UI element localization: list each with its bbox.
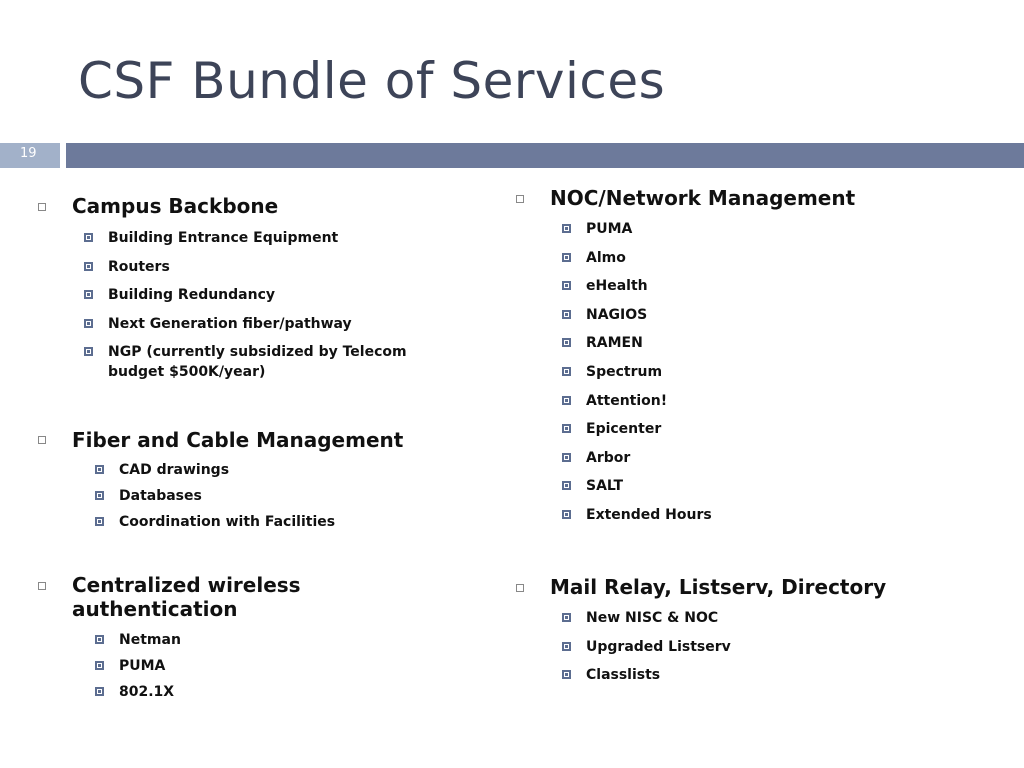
list-item-text: Routers (108, 258, 170, 275)
list-item-text: SALT (586, 478, 624, 495)
list-item (586, 276, 886, 305)
list-item-text: New NISC & NOC (586, 610, 719, 626)
list-item (586, 419, 886, 448)
square-bullet-icon (562, 338, 571, 347)
square-bullet-icon (84, 319, 93, 328)
section-heading (550, 575, 970, 599)
list-item-text: Epicenter (586, 421, 662, 438)
list-item-text: Spectrum (586, 363, 663, 380)
item-list (119, 460, 419, 538)
square-bullet-icon (95, 517, 104, 526)
list-item (119, 460, 419, 486)
square-bullet-icon (95, 465, 104, 474)
list-item (586, 248, 886, 277)
heading-bullet-icon (38, 582, 46, 590)
section-heading-text: Mail Relay, Listserv, Directory (550, 575, 887, 599)
list-item (108, 285, 428, 314)
list-item-text: Attention! (586, 392, 668, 409)
section-heading-text: Fiber and Cable Management (72, 428, 404, 452)
square-bullet-icon (84, 262, 93, 271)
list-item-text: Databases (119, 488, 202, 504)
list-item-text: Extended Hours (586, 506, 712, 523)
list-item-text: PUMA (119, 658, 166, 674)
list-item (119, 486, 419, 512)
list-item-text: Building Redundancy (108, 287, 276, 303)
list-item-text: eHealth (586, 278, 648, 295)
square-bullet-icon (562, 642, 571, 651)
list-item (586, 665, 886, 694)
square-bullet-icon (562, 281, 571, 290)
item-list (586, 608, 886, 694)
square-bullet-icon (562, 424, 571, 433)
square-bullet-icon (95, 491, 104, 500)
section-mail-relay (550, 575, 970, 599)
square-bullet-icon (84, 233, 93, 242)
section-campus-backbone (72, 194, 432, 218)
square-bullet-icon (562, 310, 571, 319)
heading-bullet-icon (38, 436, 46, 444)
square-bullet-icon (562, 224, 571, 233)
item-list (119, 630, 419, 708)
square-bullet-icon (95, 635, 104, 644)
list-item (586, 391, 886, 420)
list-item (586, 476, 886, 505)
list-item (586, 305, 886, 334)
square-bullet-icon (562, 253, 571, 262)
heading-bullet-icon (516, 584, 524, 592)
list-item (108, 342, 408, 382)
list-item (586, 448, 886, 477)
item-list (586, 219, 886, 534)
list-item (586, 608, 886, 637)
square-bullet-icon (562, 481, 571, 490)
list-item-text: Upgraded Listserv (586, 638, 731, 655)
list-item (119, 656, 419, 682)
square-bullet-icon (562, 453, 571, 462)
list-item (586, 333, 886, 362)
list-item-text: RAMEN (586, 335, 643, 352)
slide-number: 19 (20, 146, 37, 161)
section-wireless-auth (72, 573, 372, 621)
list-item-text: Classlists (586, 667, 661, 683)
list-item-text: NAGIOS (586, 306, 648, 323)
square-bullet-icon (95, 661, 104, 670)
list-item (586, 219, 886, 248)
item-list (108, 228, 428, 382)
section-fiber-cable (72, 428, 432, 452)
square-bullet-icon (562, 613, 571, 622)
list-item-text: 802.1X (119, 684, 175, 700)
square-bullet-icon (95, 687, 104, 696)
square-bullet-icon (84, 347, 93, 356)
section-heading (72, 428, 432, 452)
section-heading-text: Centralized wireless authentication (72, 573, 301, 621)
square-bullet-icon (562, 396, 571, 405)
list-item (586, 362, 886, 391)
slide-number-box (0, 143, 60, 168)
list-item-text: Next Generation fiber/pathway (108, 315, 352, 332)
list-item-text: PUMA (586, 221, 633, 237)
square-bullet-icon (562, 510, 571, 519)
list-item (119, 630, 419, 656)
list-item (108, 228, 428, 257)
list-item-text: Arbor (586, 449, 631, 466)
list-item-text: Almo (586, 249, 626, 266)
header-bar (66, 143, 1024, 168)
list-item-text: Coordination with Facilities (119, 514, 336, 530)
section-noc (550, 186, 970, 210)
list-item-text: NGP (currently subsidized by Telecom budget $500K/year) (108, 344, 407, 380)
list-item-text: Netman (119, 632, 181, 648)
section-heading-text: NOC/Network Management (550, 186, 856, 210)
section-heading (72, 194, 432, 218)
square-bullet-icon (562, 367, 571, 376)
section-heading-text: Campus Backbone (72, 194, 279, 218)
list-item-text: Building Entrance Equipment (108, 230, 339, 246)
section-heading (72, 573, 372, 621)
slide-title: CSF Bundle of Services (78, 52, 666, 110)
square-bullet-icon (562, 670, 571, 679)
list-item (119, 682, 419, 708)
square-bullet-icon (84, 290, 93, 299)
section-heading (550, 186, 970, 210)
list-item (108, 314, 428, 343)
list-item (586, 505, 886, 534)
list-item (119, 512, 419, 538)
heading-bullet-icon (38, 203, 46, 211)
list-item (108, 257, 428, 286)
list-item (586, 637, 886, 666)
heading-bullet-icon (516, 195, 524, 203)
list-item-text: CAD drawings (119, 462, 230, 478)
